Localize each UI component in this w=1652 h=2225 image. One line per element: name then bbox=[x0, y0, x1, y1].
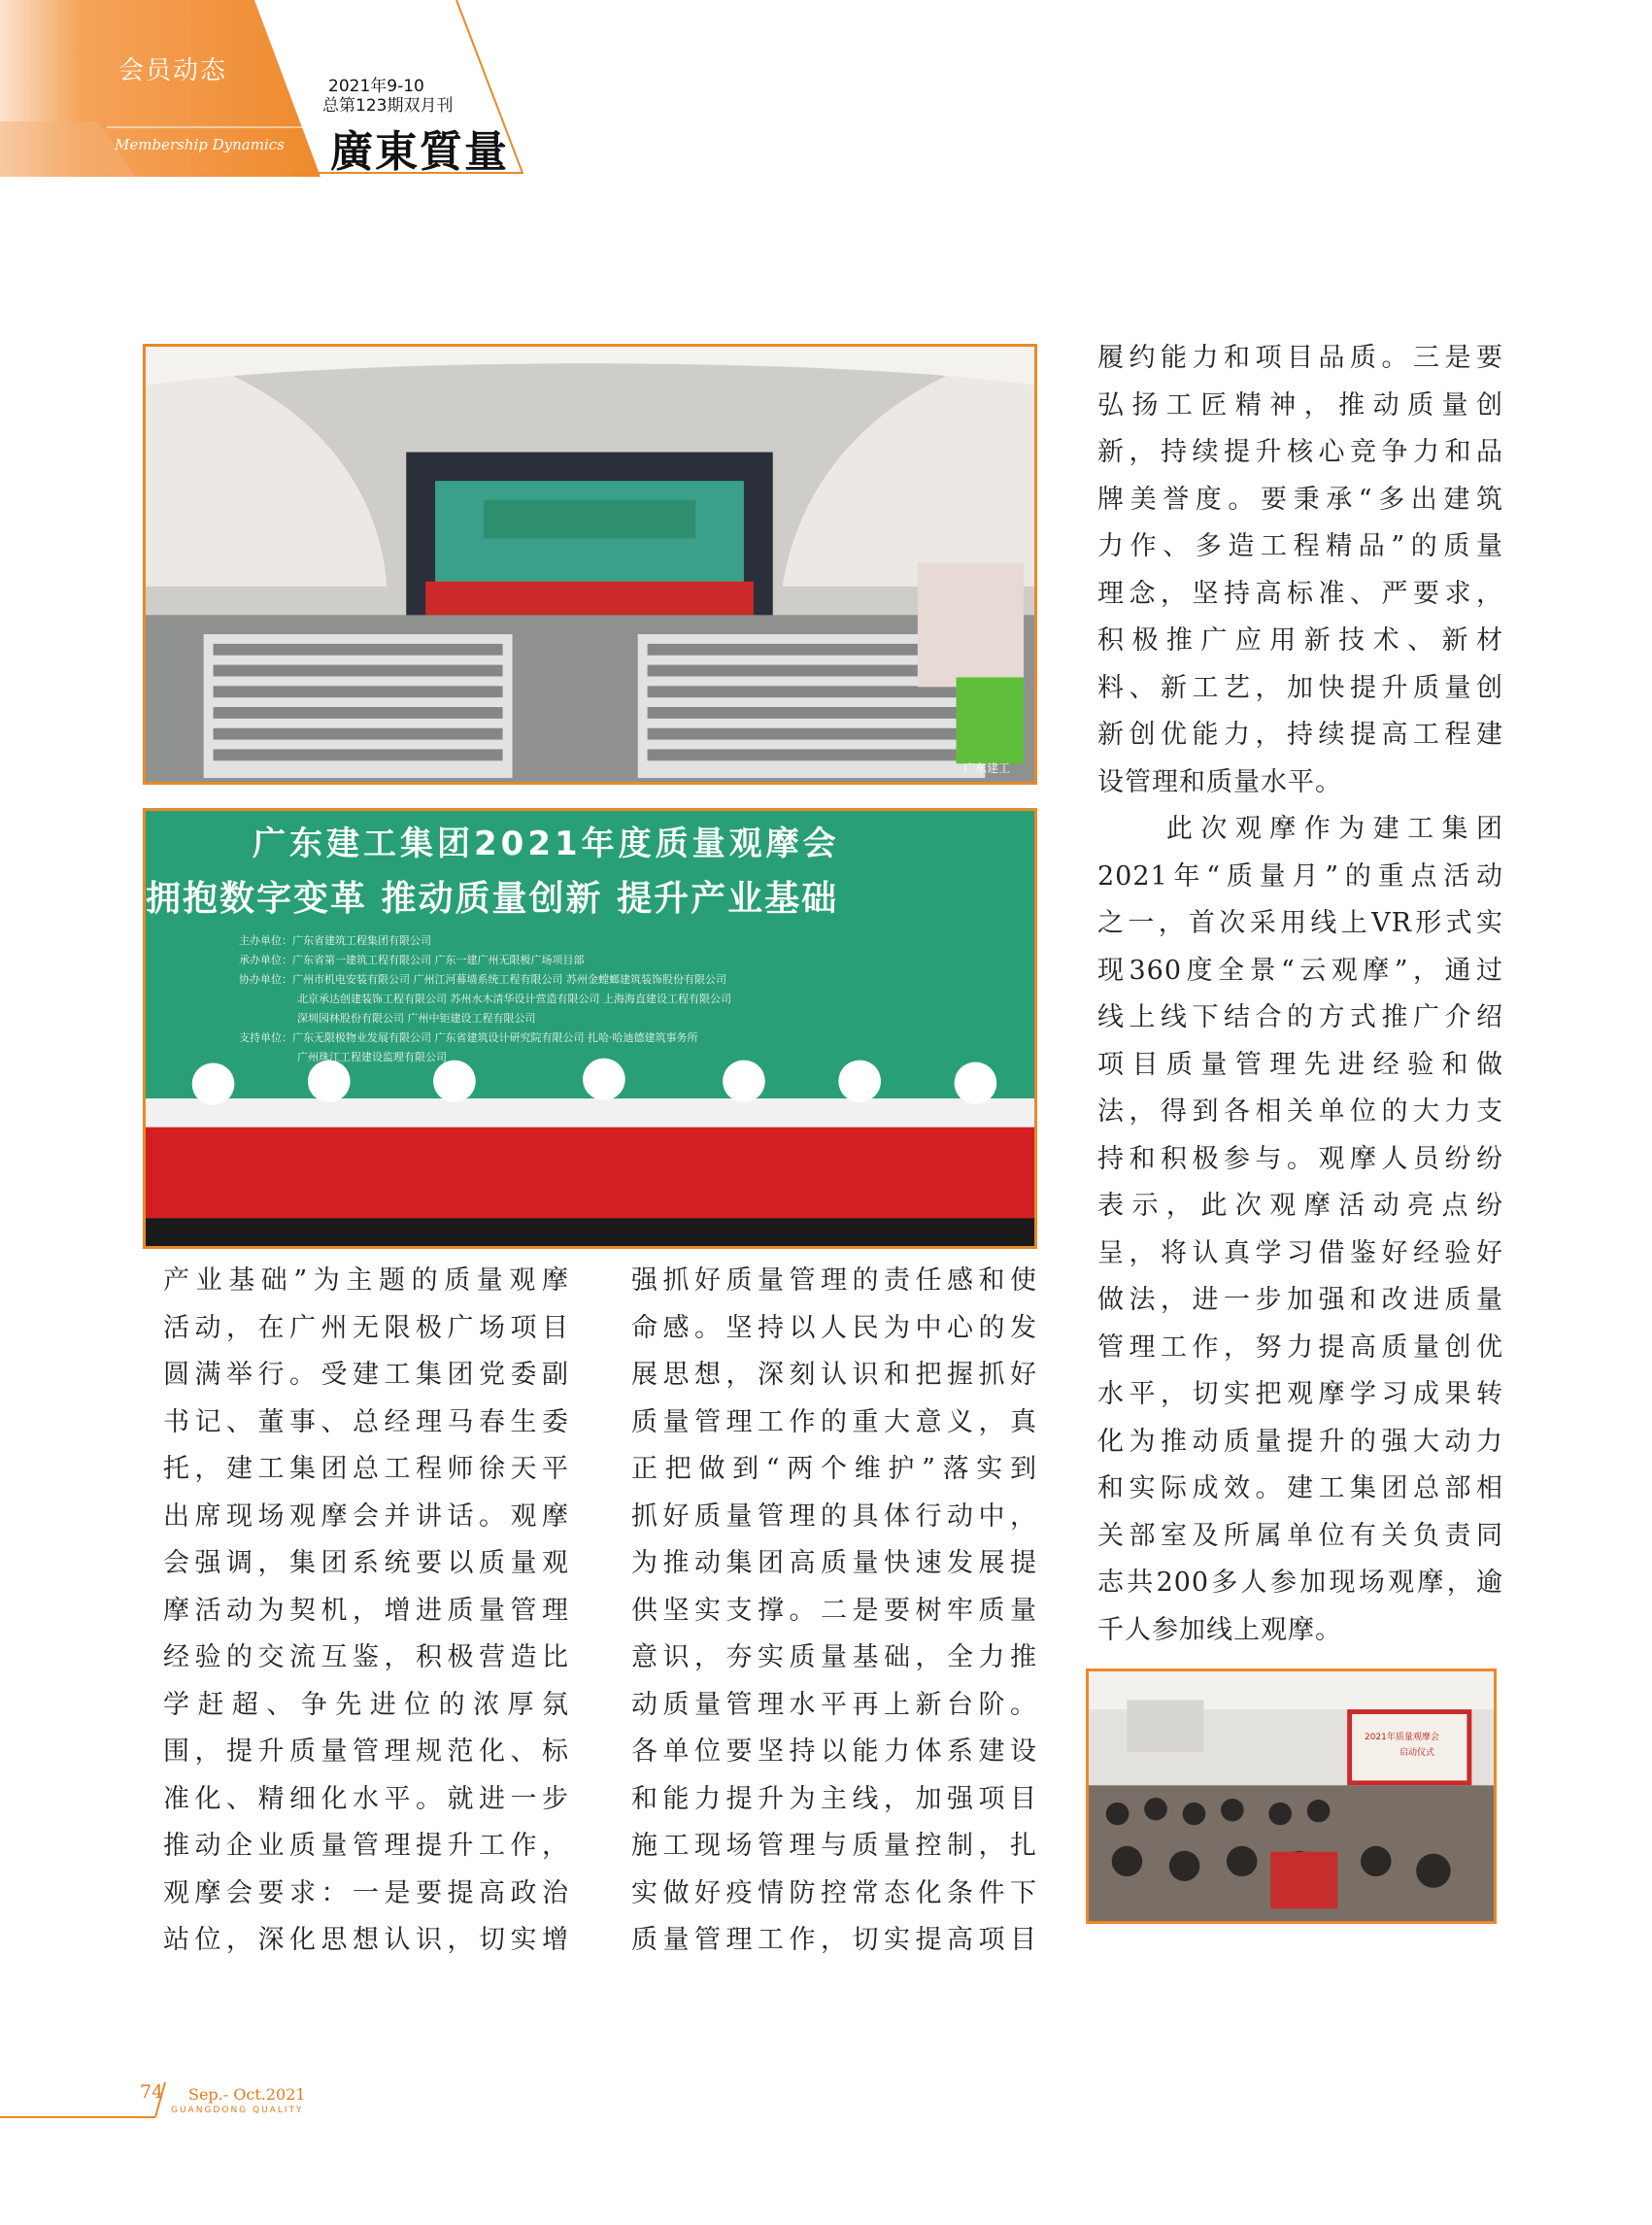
text-line: 经验的交流互鉴，积极营造比 bbox=[163, 1642, 569, 1672]
text-line: 质量管理工作，切实提高项目 bbox=[631, 1925, 1037, 1955]
photo-stage bbox=[143, 808, 1037, 1249]
text-line: 命感。坚持以人民为中心的发 bbox=[631, 1312, 1037, 1343]
stage-banner-slogan: 拥抱数字变革 推动质量创新 提升产业基础 bbox=[146, 879, 839, 919]
text-line: 展思想，深刻认识和把握抓好 bbox=[631, 1360, 1037, 1390]
text-line: 学赶超、争先进位的浓厚氛 bbox=[163, 1689, 569, 1720]
issue-date: 2021年9-10 bbox=[328, 77, 424, 96]
text-line: 意识，夯实质量基础，全力推 bbox=[631, 1642, 1037, 1672]
text-line: 圆满举行。受建工集团党委副 bbox=[163, 1360, 569, 1390]
text-line: 料、新工艺，加快提升质量创 bbox=[1097, 672, 1503, 703]
text-line: 2021年“质量月”的重点活动 bbox=[1097, 860, 1503, 892]
photo-conference-venue bbox=[143, 344, 1037, 785]
text-line: 准化、精细化水平。就进一步 bbox=[163, 1783, 569, 1814]
text-line: 履约能力和项目品质。三是要 bbox=[1097, 343, 1503, 373]
article-column-1 bbox=[163, 1258, 569, 1965]
text-line: 书记、董事、总经理马春生委 bbox=[163, 1406, 569, 1437]
text-line: 化为推动质量提升的强大动力 bbox=[1097, 1426, 1503, 1457]
text-line: 产业基础”为主题的质量观摩 bbox=[163, 1265, 569, 1296]
text-line: 项目质量管理先进经验和做 bbox=[1097, 1049, 1503, 1080]
text-line: 之一，首次采用线上VR形式实 bbox=[1097, 908, 1503, 938]
text-line: 和能力提升为主线，加强项目 bbox=[631, 1783, 1037, 1814]
text-line: 各单位要坚持以能力体系建设 bbox=[631, 1736, 1037, 1767]
text-line: 关部室及所属单位有关负责同 bbox=[1097, 1520, 1503, 1551]
footer-date: Sep.- Oct.2021 bbox=[188, 2085, 306, 2104]
text-line: 观摩会要求：一是要提高政治 bbox=[163, 1877, 569, 1908]
text-line: 设管理和质量水平。 bbox=[1097, 766, 1342, 797]
text-line: 积极推广应用新技术、新材 bbox=[1097, 625, 1503, 656]
organizer-line: 承办单位：广东省第一建筑工程有限公司 广东一建广州无限极广场项目部 bbox=[239, 954, 585, 966]
text-line: 质量管理工作的重大意义，真 bbox=[631, 1406, 1037, 1437]
text-line: 围，提升质量管理规范化、标 bbox=[163, 1736, 569, 1767]
text-line: 法，得到各相关单位的大力支 bbox=[1097, 1096, 1503, 1127]
text-line: 力作、多造工程精品”的质量 bbox=[1097, 531, 1503, 561]
article-column-2 bbox=[631, 1258, 1037, 1965]
text-line: 站位，深化思想认识，切实增 bbox=[163, 1925, 569, 1955]
text-line: 表示，此次观摩活动亮点纷 bbox=[1097, 1191, 1503, 1221]
text-line: 施工现场管理与质量控制，扎 bbox=[631, 1831, 1037, 1861]
organizer-line: 协办单位：广州市机电安装有限公司 广州江河幕墙系统工程有限公司 苏州金螳螂建筑装饰股份有限公司 bbox=[239, 973, 726, 986]
text-line: 理念，坚持高标准、严要求， bbox=[1097, 578, 1503, 609]
text-line: 千人参加线上观摩。 bbox=[1097, 1614, 1342, 1645]
text-line: 推动企业质量管理提升工作， bbox=[163, 1831, 569, 1861]
section-title: 会员动态 bbox=[118, 56, 228, 85]
section-subtitle: Membership Dynamics bbox=[115, 136, 285, 153]
text-line: 和实际成效。建工集团总部相 bbox=[1097, 1473, 1503, 1503]
text-line: 牌美誉度。要秉承“多出建筑 bbox=[1097, 484, 1503, 515]
text-line: 动质量管理水平再上新台阶。 bbox=[631, 1689, 1037, 1720]
issue-number: 总第123期双月刊 bbox=[322, 96, 454, 116]
text-line: 抓好质量管理的具体行动中， bbox=[631, 1500, 1037, 1532]
text-line: 强抓好质量管理的责任感和使 bbox=[631, 1265, 1037, 1296]
text-line: 新，持续提升核心竞争力和品 bbox=[1097, 437, 1503, 467]
stage-organizer-list bbox=[239, 931, 731, 1067]
text-line: 管理工作，努力提高质量创优 bbox=[1097, 1332, 1503, 1363]
meeting-screen-title: 2021年质量观摩会 bbox=[1365, 1733, 1439, 1742]
organizer-line: 深圳园林股份有限公司 广州中钜建设工程有限公司 bbox=[297, 1012, 536, 1025]
organizer-line: 支持单位：广东无限极物业发展有限公司 广东省建筑设计研究院有限公司 扎哈·哈迪德建筑事务所 bbox=[239, 1031, 698, 1044]
text-line: 会强调，集团系统要以质量观 bbox=[163, 1548, 569, 1578]
stage-banner-title: 广东建工集团2021年度质量观摩会 bbox=[253, 825, 840, 863]
text-line: 做法，进一步加强和改进质量 bbox=[1097, 1285, 1503, 1315]
photo-meeting-room bbox=[1086, 1669, 1497, 1924]
text-line: 托，建工集团总工程师徐天平 bbox=[163, 1454, 569, 1484]
organizer-line: 广州珠江工程建设监理有限公司 bbox=[297, 1051, 447, 1063]
text-line: 供坚实支撑。二是要树牢质量 bbox=[631, 1595, 1037, 1626]
text-line: 摩活动为契机，增进质量管理 bbox=[163, 1595, 569, 1626]
text-line: 弘扬工匠精神，推动质量创 bbox=[1097, 389, 1503, 421]
page-number: 74 bbox=[140, 2081, 164, 2103]
text-line: 正把做到“两个维护”落实到 bbox=[631, 1454, 1037, 1484]
meeting-screen-subtitle: 启动仪式 bbox=[1399, 1748, 1435, 1758]
article-column-3 bbox=[1097, 335, 1503, 1654]
organizer-line: 主办单位：广东省建筑工程集团有限公司 bbox=[239, 934, 431, 947]
text-line: 水平，切实把观摩学习成果转 bbox=[1097, 1379, 1503, 1409]
footer-magazine-name: GUANGDONG QUALITY bbox=[171, 2106, 304, 2115]
text-line: 此次观摩作为建工集团 bbox=[1097, 814, 1503, 844]
text-line: 实做好疫情防控常态化条件下 bbox=[631, 1877, 1037, 1908]
text-line: 新创优能力，持续提高工程建 bbox=[1097, 720, 1503, 750]
text-line: 活动，在广州无限极广场项目 bbox=[163, 1312, 569, 1343]
text-line: 出席现场观摩会并讲话。观摩 bbox=[163, 1500, 569, 1532]
text-line: 呈，将认真学习借鉴好经验好 bbox=[1097, 1237, 1503, 1268]
text-line: 志共200多人参加现场观摩，逾 bbox=[1097, 1568, 1503, 1598]
guangdong-construction-logo: 广东建工 bbox=[963, 761, 1011, 775]
organizer-line: 北京承达创建装饰工程有限公司 苏州水木清华设计营造有限公司 上海海直建设工程有限公司 bbox=[297, 993, 731, 1005]
text-line: 线上线下结合的方式推广介绍 bbox=[1097, 1002, 1503, 1032]
magazine-logo: 廣東質量 bbox=[330, 127, 509, 177]
text-line: 为推动集团高质量快速发展提 bbox=[631, 1548, 1037, 1578]
text-line: 现360度全景“云观摩”，通过 bbox=[1097, 955, 1503, 986]
text-line: 持和积极参与。观摩人员纷纷 bbox=[1097, 1143, 1503, 1174]
